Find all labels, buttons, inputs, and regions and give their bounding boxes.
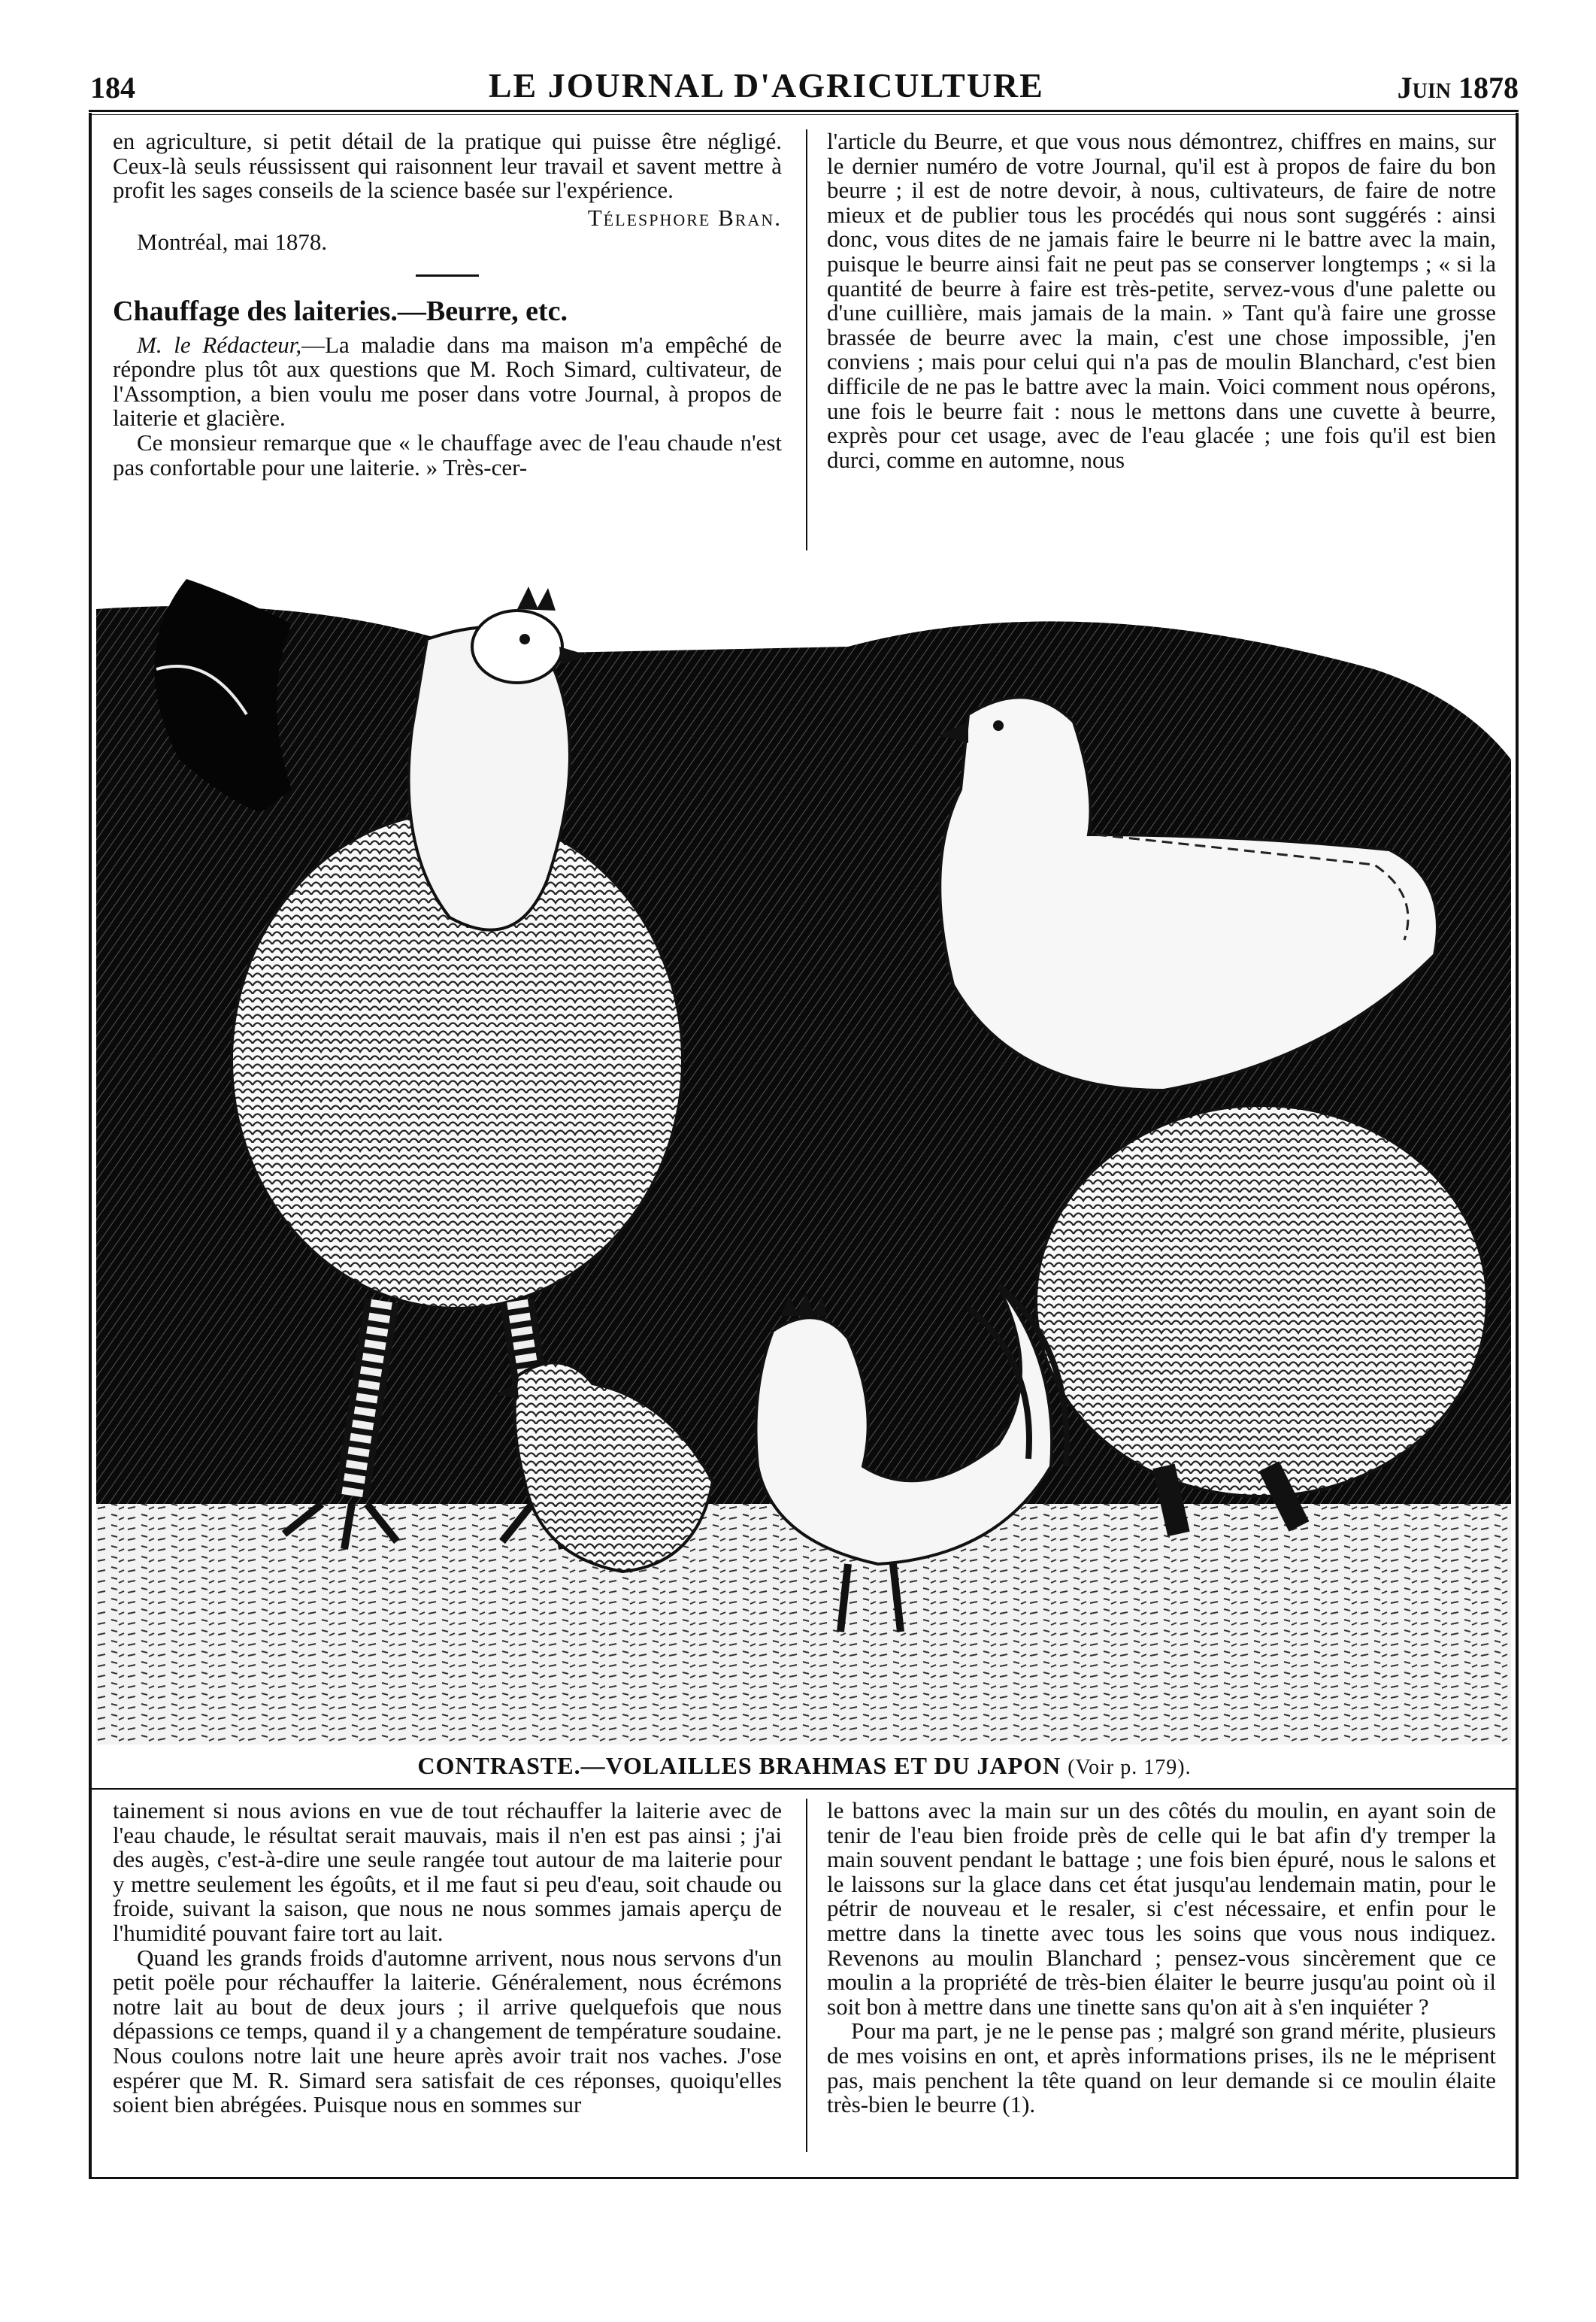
- bottom-right-column: [827, 1799, 1496, 2117]
- caption-rule: [89, 1788, 1519, 1790]
- issue-date: Juin 1878: [1397, 71, 1519, 105]
- bottom-left-paragraph: tainement si nous avions en vue de tout réchauffer la laiterie avec de l'eau chaude, le résultat serait mauvais, mais il n'en est pas ainsi ; j'ai des augès, c'est-à-dire une seule rangée tout autour de ma laiterie pour y mettre seulement les égoûts, et il me faut si peu d'eau, soit chaude ou froide, suivant la saison, que nous ne nous sommes jamais aperçu de l'humidité pouvant faire tort au lait.: [113, 1797, 782, 1946]
- place-date: Montréal, mai 1878.: [137, 229, 328, 256]
- header-rule: [89, 110, 1519, 112]
- article-title: Chauffage des laiteries.—Beurre, etc.: [113, 295, 568, 327]
- ground: [96, 1504, 1511, 1745]
- section-divider: [416, 274, 479, 277]
- top-right-column: [827, 129, 1496, 472]
- bottom-left-paragraph-2: Quand les grands froids d'automne arrivent, nous nous servons d'un petit poële pour réchauffer la laiterie. Généralement, nous écrémons notre lait au bout de deux jours ; il arrive quelquefois que nous dépassions ce temps, quand il y a changement de température soudaine. Nous coulons notre lait une heure après avoir trait nos vaches. J'ose espérer que M. R. Simard sera satisfait de ces réponses, quoiqu'elles soient bien abrégées. Puisque nous en sommes sur: [113, 1944, 782, 2118]
- salutation: M. le Rédacteur,: [137, 331, 302, 358]
- column-rule-top: [806, 129, 807, 550]
- author-signature: Télesphore Bran.: [587, 204, 782, 231]
- page-number: 184: [90, 71, 135, 105]
- footer-rule: [89, 2177, 1519, 2179]
- poultry-engraving: [96, 564, 1511, 1745]
- engraving-svg: [96, 564, 1511, 1745]
- article-paragraph: [113, 333, 782, 431]
- bottom-right-paragraph-2: Pour ma part, je ne le pense pas ; malgré son grand mérite, plusieurs de mes voisins en ont, et après informations prises, ils ne le méprisent pas, mais penchent la tête quand on leur demande si ce moulin élaite très-bien le beurre (1).: [827, 2017, 1496, 2118]
- frame-left-rule: [89, 113, 92, 2177]
- bottom-right-paragraph: le battons avec la main sur un des côtés du moulin, en ayant soin de tenir de l'eau bien froide près de celle qui le bat afin d'y tremper la main souvent pendant le battage ; une fois bien épuré, nous le salons et le laissons sur la glace dans cet état jusqu'au lendemain matin, pour le pétrir de nouveau et le resaler, si c'est nécessaire, et enfin pour le mettre dans la tinette avec tous les soins que vous nous indiquez. Revenons au moulin Blanchard ; pensez-vous sincèrement que ce moulin a la propriété de très-bien élaiter le beurre jusqu'au point où il soit bon à mettre dans une tinette sans qu'on ait à s'en inquiéter ?: [827, 1797, 1496, 2020]
- journal-title: LE JOURNAL D'AGRICULTURE: [488, 66, 1044, 105]
- bottom-left-column: [113, 1799, 782, 2117]
- page-header: [90, 53, 1519, 105]
- right-paragraph: l'article du Beurre, et que vous nous démontrez, chiffres en mains, sur le dernier numéro de votre Journal, qu'il est à propos de faire du bon beurre ; il est de notre devoir, à nous, cultivateurs, de faire de notre mieux et de publier tous les procédés qui nous sont suggérés : ainsi donc, vous dites de ne jamais faire le beurre ni le battre avec la main, puisque le beurre ainsi fait ne peut pas se conserver longtemps ; « si la quantité de beurre à faire est très-petite, servez-vous d'une palette ou d'une cuillière, mais jamais de la main. » Tant qu'à faire une grosse brassée de beurre avec la main, c'est une chose impossible, j'en conviens ; mais pour celui qui n'a pas de moulin Blanchard, c'est bien difficile de ne pas le battre avec la main. Voici comment nous opérons, une fois le beurre fait : nous le mettons dans une cuvette à beurre, exprès pour cet usage, avec de l'eau glacée ; une fois qu'il est bien durci, comme en automne, nous: [827, 128, 1496, 473]
- top-left-column: [113, 129, 782, 480]
- caption-text: CONTRASTE.—VOLAILLES BRAHMAS ET DU JAPON: [417, 1752, 1061, 1779]
- article-paragraph-2: Ce monsieur remarque que « le chauffage avec de l'eau chaude n'est pas confortable pour une laiterie. » Très-cer-: [113, 429, 782, 480]
- closing-paragraph: en agriculture, si petit détail de la pratique qui puisse être négligé. Ceux-là seuls réussissent qui raisonnent leur travail et savent mettre à profit les sages conseils de la science basée sur l'expérience.: [113, 128, 782, 204]
- caption-reference: (Voir p. 179).: [1068, 1756, 1192, 1779]
- column-rule-bottom: [806, 1799, 807, 2152]
- frame-right-rule: [1516, 113, 1519, 2177]
- header-rule-thin: [89, 114, 1519, 115]
- article-paragraph-text: —La maladie dans ma maison m'a empêché de répondre plus tôt aux questions que M. Roch Simard, cultivateur, de l'Assomption, a bien voulu me poser dans votre Journal, à propos de laiterie et glacière.: [113, 331, 782, 432]
- illustration-caption: [90, 1752, 1519, 1780]
